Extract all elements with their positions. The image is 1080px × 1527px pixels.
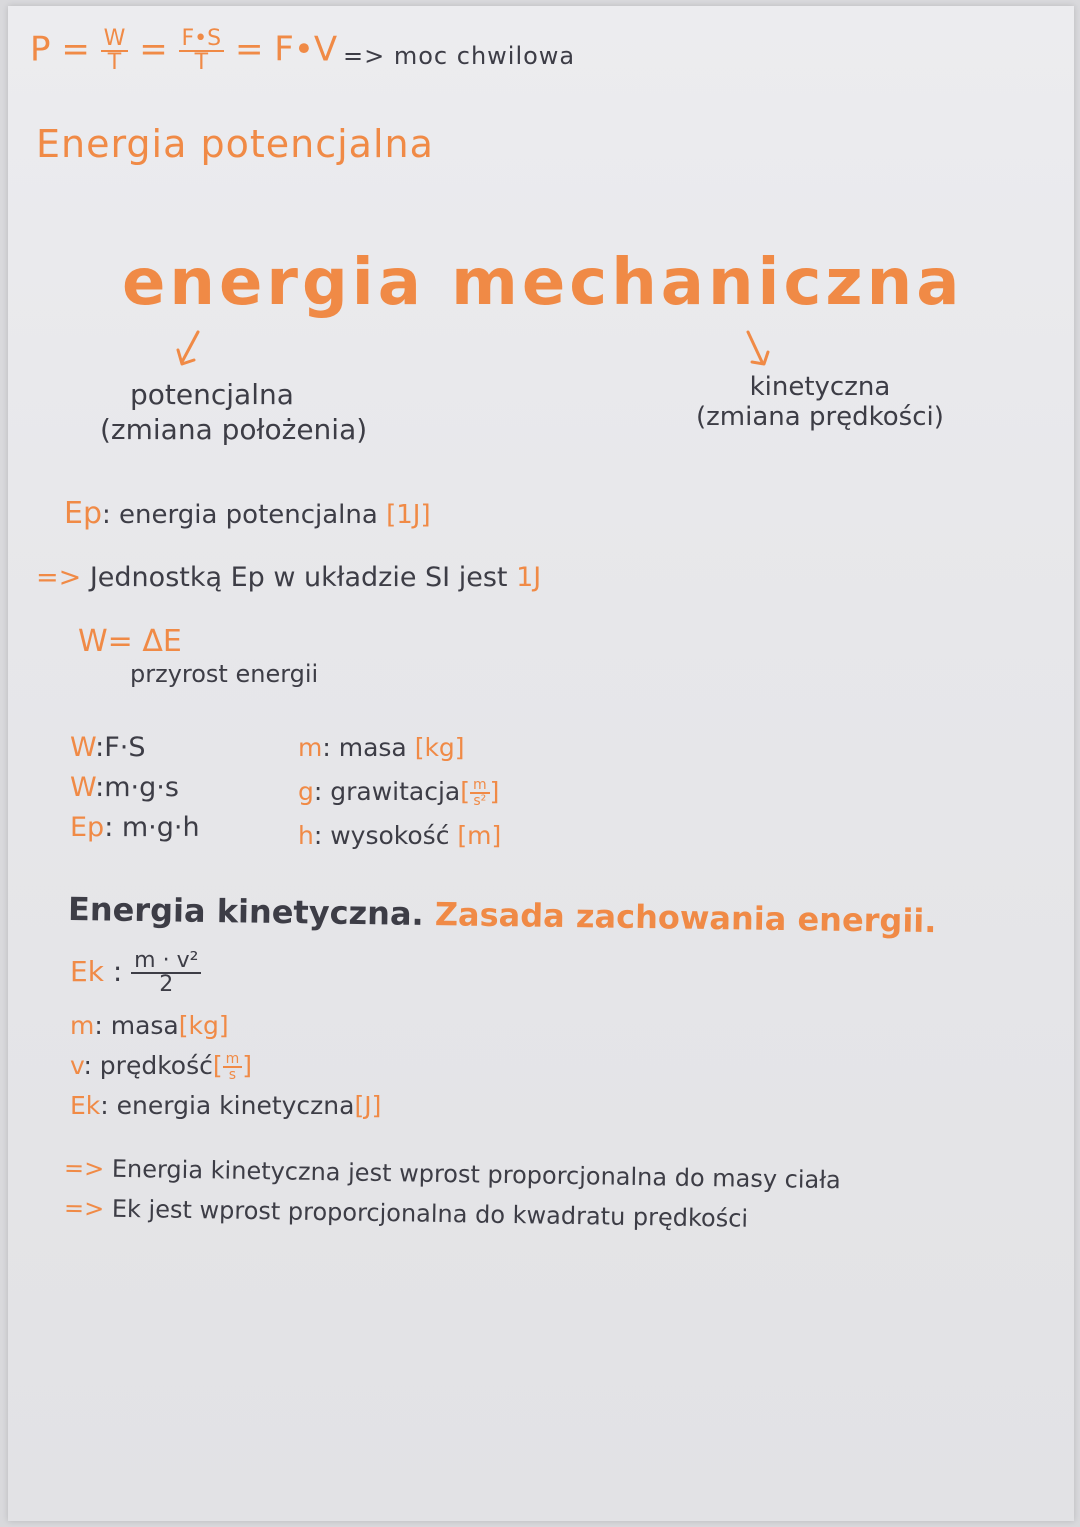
formula-rhs: : m·g·h — [104, 812, 200, 843]
formula-lhs: W — [70, 772, 96, 803]
power-formula — [30, 28, 337, 74]
ek-formula — [70, 950, 201, 996]
formula-rhs: :m·g·s — [95, 772, 179, 803]
legend-symbol: g — [298, 777, 314, 806]
legend-row — [70, 1086, 381, 1126]
ep-text: : energia potencjalna — [102, 500, 378, 530]
legend-unit: [kg] — [178, 1011, 229, 1040]
legend-row — [70, 1006, 381, 1046]
branch-kinetic-note: (zmiana prędkości) — [696, 402, 944, 432]
formula-row — [70, 808, 200, 848]
page-title: energia mechaniczna — [122, 246, 964, 320]
equals-sign: = — [234, 29, 264, 70]
heading-kinetic-part: Energia kinetyczna. — [67, 890, 424, 933]
ep-unit: [1J] — [386, 500, 431, 530]
formula-lhs: Ep — [70, 812, 105, 843]
heading-conservation-part: Zasada zachowania energii. — [434, 895, 937, 941]
arrow-down-right-icon — [738, 328, 778, 372]
fraction-w-over-t — [101, 28, 129, 74]
legend-symbol: v — [70, 1051, 84, 1080]
denominator: 2 — [159, 972, 174, 997]
colon: : — [112, 955, 123, 988]
legend-text: : grawitacja — [313, 777, 461, 806]
legend-symbol: m — [298, 733, 323, 762]
formula-rhs: :F·S — [95, 732, 146, 763]
kinetic-legend — [70, 1006, 381, 1126]
legend-unit: [m] — [457, 821, 502, 850]
heading-potential-energy: Energia potencjalna — [36, 122, 434, 166]
numerator: F•S — [179, 28, 225, 52]
legend-text: : wysokość — [313, 821, 450, 850]
branch-potential-note: (zmiana położenia) — [100, 413, 368, 446]
legend-symbol: m — [70, 1011, 95, 1040]
equals-sign: = — [61, 29, 90, 70]
implies-arrow: => — [343, 42, 386, 70]
unit-numerator: m — [470, 778, 490, 794]
legend-symbol: Ek — [70, 1091, 101, 1120]
legend-unit: [ $\frac{m}{s}$ ] — [212, 1051, 253, 1083]
legend-text: : energia kinetyczna — [100, 1091, 355, 1120]
implies-arrow: => — [36, 562, 82, 593]
unit-numerator: m — [223, 1052, 243, 1068]
arrow-down-left-icon — [170, 328, 210, 372]
legend-unit: [J] — [354, 1091, 382, 1120]
si-unit-text: Jednostką Ep w układzie SI jest — [89, 562, 508, 593]
legend-row — [298, 770, 501, 814]
conclusions — [63, 1148, 841, 1233]
legend-symbol: h — [298, 821, 314, 850]
legend-text: : prędkość — [83, 1051, 213, 1080]
formula-row — [70, 728, 200, 768]
numerator: W — [101, 28, 129, 52]
numerator: m · v² — [131, 950, 201, 974]
implies-arrow: => — [63, 1154, 105, 1183]
work-energy-caption: przyrost energii — [130, 660, 319, 688]
branch-kinetic-label: kinetyczna — [749, 372, 891, 402]
legend-text: : masa — [322, 733, 407, 762]
denominator: T — [194, 50, 209, 75]
legend-text: : masa — [94, 1011, 179, 1040]
unit-denominator: s² — [473, 793, 487, 809]
instantaneous-power-label: moc chwilowa — [393, 42, 576, 70]
legend-row — [298, 814, 501, 858]
work-energy-formula: W= ΔE — [78, 624, 182, 659]
equals-sign: = — [139, 29, 168, 70]
ek-symbol: Ek — [70, 955, 104, 988]
potential-legend — [298, 726, 501, 858]
conclusion-text: Energia kinetyczna jest wprost proporcjonalna do masy ciała — [111, 1154, 841, 1195]
formula-row — [70, 768, 200, 808]
legend-row — [70, 1046, 381, 1086]
fraction-fs-over-t — [179, 28, 225, 74]
conclusion-text: Ek jest wprost proporcjonalna do kwadratu prędkości — [111, 1194, 749, 1233]
branch-potential-label: potencjalna — [130, 378, 294, 411]
implies-arrow: => — [63, 1194, 105, 1223]
branch-potential — [100, 378, 367, 446]
power-note — [343, 42, 575, 70]
si-unit-value: 1J — [516, 562, 542, 593]
formula-lhs: W — [70, 732, 96, 763]
unit-denominator: s — [228, 1067, 237, 1083]
legend-unit: [ $\frac{m}{\text{s²}}$ ] — [460, 777, 500, 809]
power-symbol: P — [30, 29, 51, 70]
branch-kinetic — [696, 372, 944, 432]
ek-fraction — [131, 950, 201, 996]
legend-row — [298, 726, 501, 770]
si-unit-line — [36, 562, 541, 593]
formula-list — [70, 728, 200, 848]
force-velocity: F•V — [274, 29, 338, 70]
ep-symbol: Ep — [64, 496, 102, 531]
denominator: T — [107, 50, 122, 75]
ep-definition — [64, 496, 431, 531]
legend-unit: [kg] — [414, 733, 465, 762]
